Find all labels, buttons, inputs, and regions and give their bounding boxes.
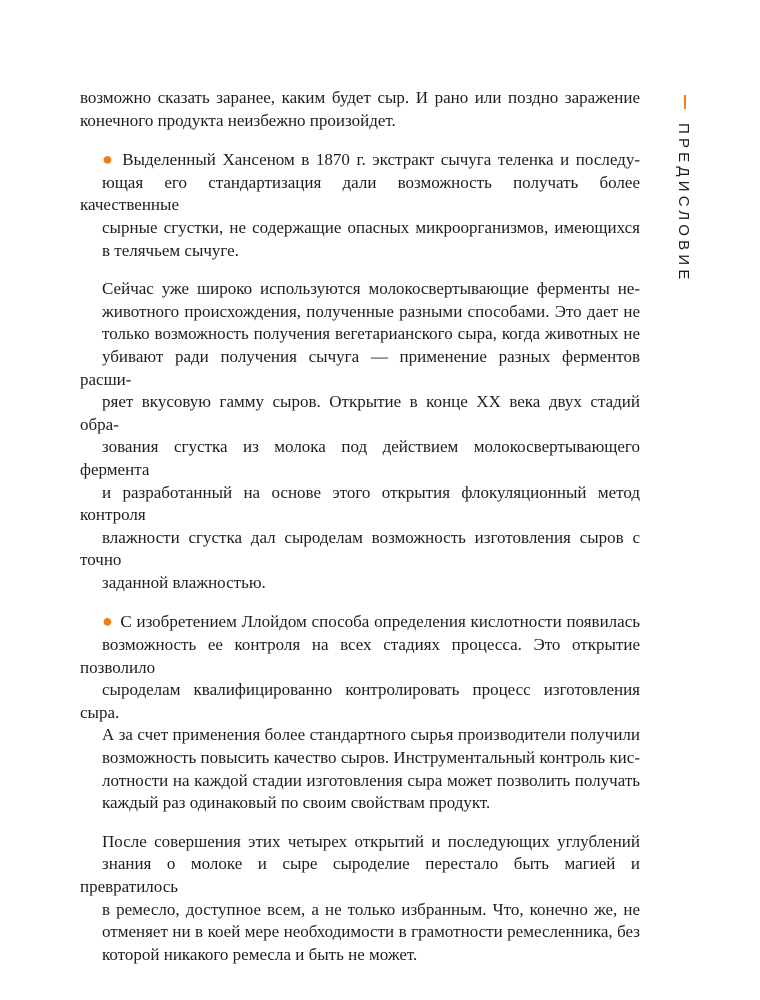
- text-line: и разработанный на основе этого открытия флокуляционный метод контроля: [80, 482, 640, 525]
- text-line: возможно сказать заранее, каким будет сыр. И рано или поздно заражение: [80, 88, 640, 107]
- text-line: Сейчас уже широко используются молокосвертывающие ферменты не-: [102, 279, 640, 299]
- text-line: ющая его стандартизация дали возможность получать более качественные: [80, 172, 640, 215]
- text-line: в телячьем сычуге.: [102, 240, 239, 260]
- bullet-dot-icon: ●: [102, 149, 116, 170]
- text-line: убивают ради получения сычуга — применение разных ферментов расши-: [80, 346, 640, 389]
- page-body: [80, 87, 640, 982]
- section-label: ПРЕДИСЛОВИЕ: [675, 123, 692, 284]
- text-line: ряет вкусовую гамму сыров. Открытие в конце XX века двух стадий обра-: [80, 392, 640, 434]
- text-line: [80, 610, 640, 634]
- text-line: которой никакого ремесла и быть не может.: [102, 944, 418, 964]
- text-line: заданной влажностью.: [102, 572, 266, 592]
- section-accent-bar: [684, 95, 686, 109]
- text-line: А за счет применения более стандартного сырья производители получили: [102, 725, 640, 745]
- text-line: лотности на каждой стадии изготовления сыра может позволить получать: [102, 770, 640, 790]
- text-line: возможность повысить качество сыров. Инструментальный контроль кис-: [102, 748, 640, 768]
- paragraph-bullet: [80, 610, 640, 814]
- text-line-content: С изобретением Ллойдом способа определения кислотности появилась: [120, 612, 640, 632]
- text-line: После совершения этих четырех открытий и последующих углублений: [102, 831, 640, 851]
- text-line: только возможность получения вегетарианского сыра, когда животных не: [102, 324, 640, 344]
- text-line: влажности сгустка дал сыроделам возможность изготовления сыров с точно: [80, 527, 640, 570]
- paragraph-bullet: [80, 148, 640, 262]
- text-line: [80, 148, 640, 172]
- bullet-dot-icon: ●: [102, 611, 114, 632]
- paragraph: [80, 278, 640, 594]
- text-line-content: Выделенный Хансеном в 1870 г. экстракт сычуга теленка и последу-: [122, 150, 640, 170]
- text-line: каждый раз одинаковый по своим свойствам продукт.: [102, 793, 491, 813]
- text-line: возможность ее контроля на всех стадиях процесса. Это открытие позволило: [80, 635, 640, 677]
- paragraph: [80, 831, 640, 967]
- text-line: в ремесло, доступное всем, а не только избранным. Что, конечно же, не: [102, 899, 640, 919]
- text-line: сыроделам квалифицированно контролировать процесс изготовления сыра.: [80, 680, 640, 722]
- text-line: отменяет ни в коей мере необходимости в грамотности ремесленника, без: [102, 922, 640, 942]
- paragraph-continuation: [80, 87, 640, 132]
- text-line: зования сгустка из молока под действием молокосвертывающего фермента: [80, 437, 640, 479]
- text-line: конечного продукта неизбежно произойдет.: [80, 110, 396, 130]
- text-line: знания о молоке и сыре сыроделие перестало быть магией и превратилось: [80, 854, 640, 896]
- text-line: сырные сгустки, не содержащие опасных микроорганизмов, имеющихся: [102, 217, 640, 237]
- text-line: животного происхождения, полученные разными способами. Это дает не: [102, 301, 640, 321]
